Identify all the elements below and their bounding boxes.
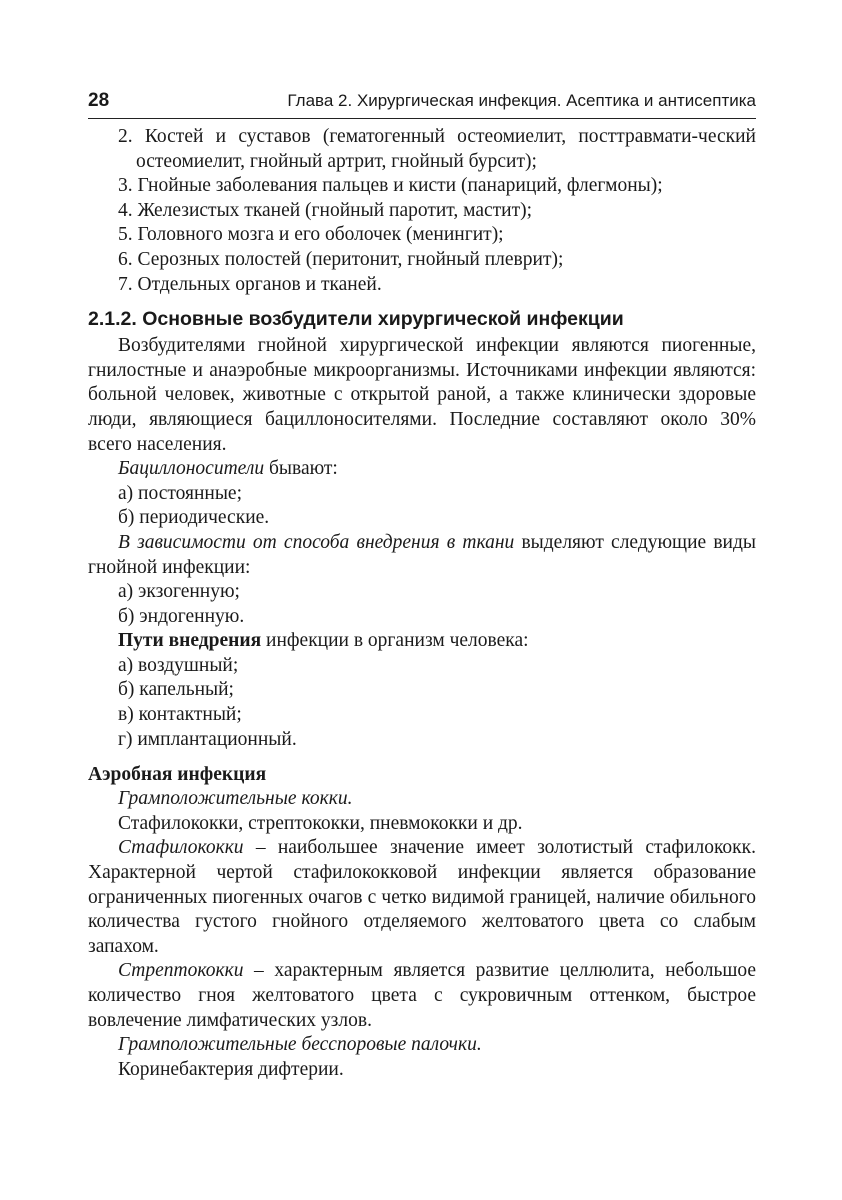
list-item: 5. Головного мозга и его оболочек (менингит); <box>118 224 504 246</box>
list-item: б) капельный; <box>118 679 234 701</box>
corynebacterium-line: Коринебактерия дифтерии. <box>118 1058 344 1080</box>
routes-rest: инфекции в организм человека: <box>261 630 529 652</box>
running-header <box>88 88 756 119</box>
carriers-rest: бывают: <box>264 458 338 480</box>
staph-term: Стафилококки <box>118 837 244 859</box>
list-item: 2. Костей и суставов (гематогенный остеомиелит, посттравмати-ческий остеомиелит, гнойный артрит, гнойный бурсит); <box>118 126 756 172</box>
gram-positive-cocci-label: Грамположительные кокки. <box>118 788 353 810</box>
gram-positive-rods-label: Грамположительные бесспоровые палочки. <box>118 1034 482 1056</box>
list-item: б) периодические. <box>118 507 270 529</box>
list-item: г) имплантационный. <box>118 728 297 750</box>
subsection-heading: Аэробная инфекция <box>88 764 267 786</box>
page-body <box>88 125 756 1082</box>
list-item: 6. Серозных полостей (перитонит, гнойный плеврит); <box>118 248 564 270</box>
list-item: 4. Железистых тканей (гнойный паротит, мастит); <box>118 199 533 221</box>
list-item: а) постоянные; <box>118 482 243 504</box>
running-title: Глава 2. Хирургическая инфекция. Асептика и антисептика <box>287 91 756 110</box>
list-item: 7. Отдельных органов и тканей. <box>118 273 382 295</box>
staph-paragraph <box>88 836 756 959</box>
list-item: б) эндогенную. <box>118 605 245 627</box>
carriers-paragraph <box>88 457 756 482</box>
intro-paragraph: Возбудителями гнойной хирургической инфекции являются пиогенные, гнилостные и анаэробные микроорганизмы. Источниками инфекции являются: больной человек, животные с открытой раной, а также клинически здоровые люди, являющиеся бациллоносителями. Последние составляют около 30% всего населения. <box>88 335 756 455</box>
book-page <box>88 88 756 1082</box>
penetration-paragraph <box>88 531 756 580</box>
staph-text: – наибольшее значение имеет золотистый стафилококк. Характерной чертой стафилококковой инфекции является образование ограниченных пиогенных очагов с четко видимой границей, наличие обильного количества густого гнойного отделяемого желтоватого цвета со слабым запахом. <box>88 837 756 957</box>
list-item: а) экзогенную; <box>118 581 240 603</box>
penetration-lead: В зависимости от способа внедрения в ткани <box>118 531 515 553</box>
strep-text: – характерным является развитие целлюлита, небольшое количество гноя желтоватого цвета с сукровичным оттенком, быстрое вовлечение лимфатических узлов. <box>88 960 756 1031</box>
list-item: 3. Гнойные заболевания пальцев и кисти (панариций, флегмоны); <box>118 175 663 197</box>
page-number: 28 <box>88 90 110 111</box>
section-heading: 2.1.2. Основные возбудители хирургической инфекции <box>88 308 624 331</box>
cocci-list: Стафилококки, стрептококки, пневмококки и др. <box>118 812 523 834</box>
strep-paragraph <box>88 959 756 1033</box>
list-item: а) воздушный; <box>118 654 239 676</box>
penetration-rest: выделяют следующие виды гнойной инфекции: <box>88 531 757 578</box>
list-item: в) контактный; <box>118 704 242 726</box>
routes-paragraph <box>88 629 756 654</box>
routes-lead: Пути внедрения <box>118 630 262 652</box>
carriers-term: Бациллоносители <box>118 458 265 480</box>
strep-term: Стрептококки <box>118 960 244 982</box>
